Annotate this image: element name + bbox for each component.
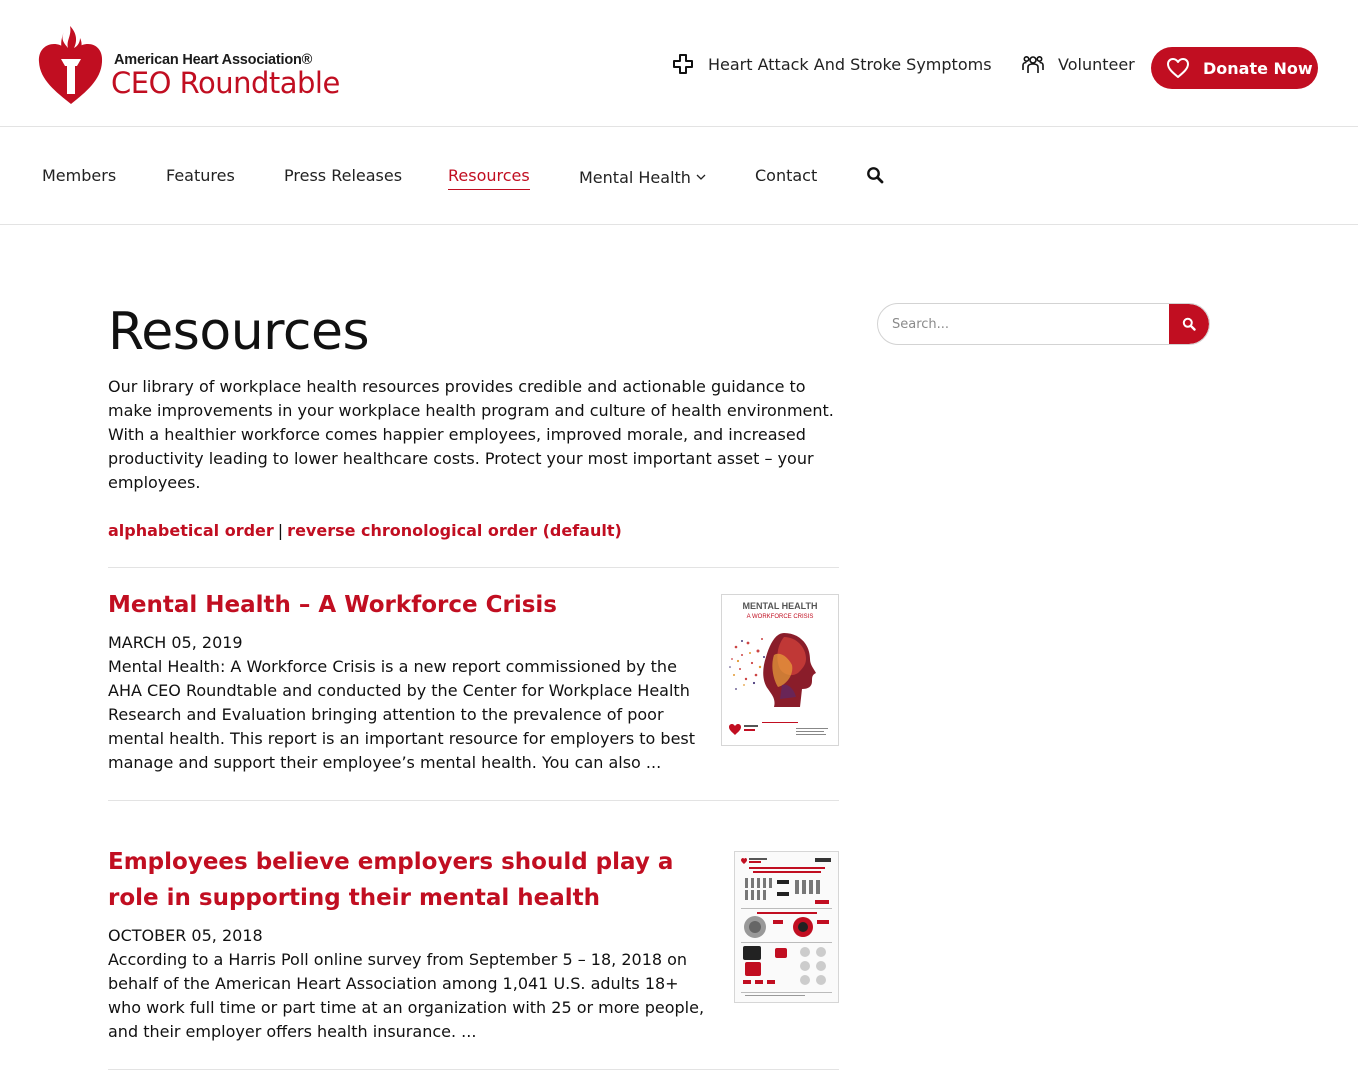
site-logo[interactable] — [36, 22, 366, 108]
volunteer-link-label: Volunteer — [1058, 54, 1135, 74]
mental-health-report-cover — [722, 595, 838, 745]
intro-paragraph: Our library of workplace health resources provides credible and actionable guidance to make improvements in your workplace health program and culture of health environment. With a healthier workforce comes happier employees, improved morale, and increased productivity leading to lower healthcare costs. Protect your most important asset – your employees. — [108, 377, 834, 492]
divider — [108, 1069, 839, 1070]
symptoms-link[interactable] — [672, 53, 992, 75]
search-icon — [1182, 317, 1196, 331]
sort-alphabetical-link[interactable]: alphabetical order — [108, 521, 274, 540]
nav-item-contact[interactable]: Contact — [755, 166, 818, 185]
thumb-title: MENTAL HEALTH — [742, 601, 818, 611]
medical-cross-icon — [672, 53, 694, 75]
volunteer-link[interactable] — [1022, 53, 1135, 75]
symptoms-link-label: Heart Attack And Stroke Symptoms — [708, 54, 992, 74]
sidebar-search-input[interactable] — [878, 304, 1171, 344]
torch-heart-logo-icon — [36, 22, 106, 108]
divider — [108, 567, 839, 568]
sort-options — [108, 519, 622, 543]
nav-item-resources[interactable]: Resources — [448, 166, 530, 190]
resource-title-link[interactable]: Employees believe employers should play a role in supporting their mental health — [108, 849, 674, 911]
donate-now-button[interactable] — [1151, 47, 1318, 89]
nav-item-mental-health[interactable] — [579, 166, 706, 191]
site-header — [0, 0, 1358, 127]
sort-reverse-chronological-link[interactable]: reverse chronological order (default) — [287, 521, 622, 540]
nav-item-mental-health-label: Mental Health — [579, 168, 691, 187]
resource-date: OCTOBER 05, 2018 — [108, 926, 263, 945]
sidebar-search-button[interactable] — [1169, 304, 1209, 344]
search-icon[interactable] — [866, 166, 884, 188]
resource-description: Mental Health: A Workforce Crisis is a new report commissioned by the AHA CEO Roundtable and conducted by the Center for Workplace Health Research and Evaluation bringing attention to the prevalence of poor mental health. This report is an important resource for employers to best manage and support their employee’s mental health. You can also ... — [108, 657, 696, 772]
logo-brand-name: CEO Roundtable — [111, 66, 340, 100]
nav-item-members[interactable]: Members — [42, 166, 117, 185]
resource-description: According to a Harris Poll online survey from September 5 – 18, 2018 on behalf of the American Heart Association among 1,041 U.S. adults 18+ who work full time or part time at an organization with 25 or more people, and their employer offers health insurance. ... — [108, 950, 705, 1041]
divider — [108, 800, 839, 801]
nav-item-press-releases[interactable]: Press Releases — [284, 166, 403, 185]
thumb-subtitle: A WORKFORCE CRISIS — [746, 614, 814, 620]
heart-outline-icon — [1166, 57, 1190, 79]
people-group-icon — [1022, 53, 1044, 75]
sidebar-search — [877, 303, 1210, 345]
harris-poll-infographic — [735, 852, 838, 1002]
main-nav — [0, 127, 1358, 225]
resource-title-link[interactable]: Mental Health – A Workforce Crisis — [108, 592, 557, 618]
chevron-down-icon — [696, 166, 706, 185]
logo-org-name: American Heart Association® — [114, 52, 313, 68]
resource-thumbnail[interactable] — [734, 851, 839, 1003]
sort-separator: | — [277, 521, 284, 540]
resource-date: MARCH 05, 2019 — [108, 633, 243, 652]
nav-item-features[interactable]: Features — [166, 166, 235, 185]
page-title: Resources — [108, 302, 370, 362]
resource-thumbnail[interactable] — [721, 594, 839, 746]
donate-now-label: Donate Now — [1203, 58, 1313, 78]
